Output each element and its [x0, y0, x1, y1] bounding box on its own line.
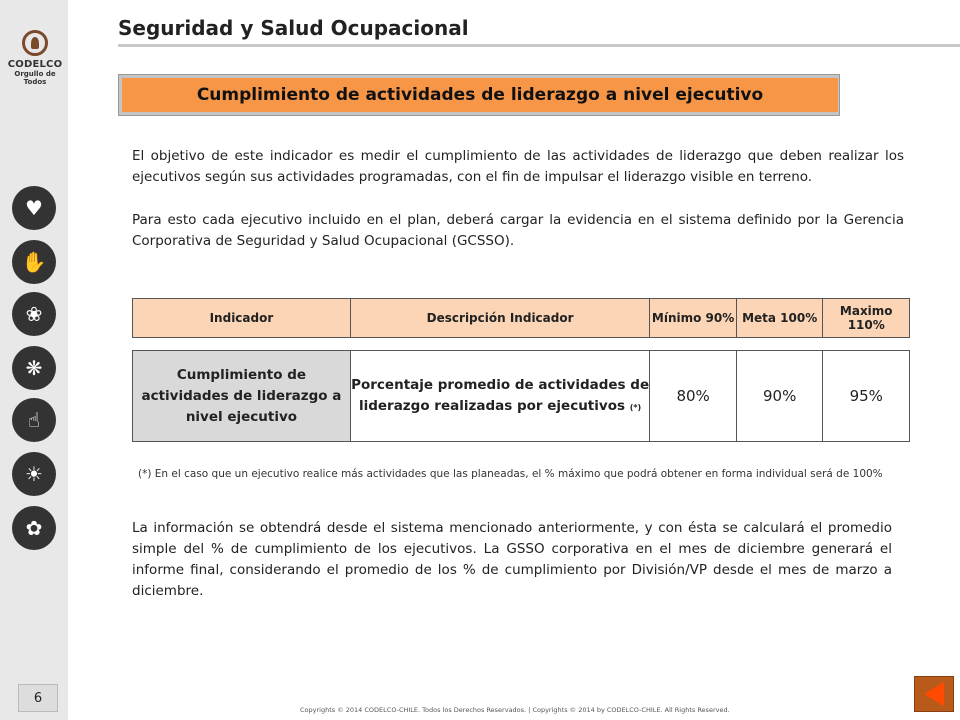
- award-icon[interactable]: ❀: [12, 292, 56, 336]
- sidebar: [0, 0, 68, 720]
- footnote: (*) En el caso que un ejecutivo realice más actividades que las planeadas, el % máximo que podrá obtener en forma individual será de 100%: [138, 468, 883, 480]
- paragraph-objective: El objetivo de este indicador es medir el cumplimiento de las actividades de liderazgo que deben realizar los ejecutivos según sus actividades programadas, con el fin de impulsar el liderazgo visible en terreno.: [132, 148, 904, 185]
- lightbulb-icon[interactable]: ☀: [12, 452, 56, 496]
- cell-descripcion: [351, 351, 650, 441]
- previous-slide-button[interactable]: [914, 676, 954, 712]
- cell-indicador: Cumplimiento de actividades de liderazgo a nivel ejecutivo: [133, 351, 351, 441]
- page-number: 6: [18, 684, 58, 712]
- cell-descripcion-text: Porcentaje promedio de actividades de liderazgo realizadas por ejecutivos: [351, 376, 650, 414]
- cell-maximo: 95%: [849, 387, 883, 405]
- arrow-left-icon: [924, 682, 944, 706]
- paragraph-method: La información se obtendrá desde el sistema mencionado anteriormente, y con ésta se calculará el promedio simple del % de cumplimiento de los ejecutivos. La GSSO corporativa en el mes de diciembre generará el informe final, considerando el promedio de los % de cumplimiento por División/VP desde el mes de marzo a diciembre.: [132, 520, 892, 599]
- header-minimo: Mínimo 90%: [650, 299, 737, 337]
- title-divider: [118, 44, 960, 47]
- helping-hands-icon[interactable]: ❋: [12, 346, 56, 390]
- section-banner: Cumplimiento de actividades de liderazgo a nivel ejecutivo: [122, 78, 838, 112]
- cell-minimo: 80%: [650, 351, 737, 441]
- codelco-logo-icon: [22, 30, 48, 56]
- ok-hand-icon[interactable]: ☝: [12, 398, 56, 442]
- handshake-icon[interactable]: ✋: [12, 240, 56, 284]
- indicator-table-row: [132, 350, 910, 442]
- header-descripcion: Descripción Indicador: [351, 299, 650, 337]
- logo-name: CODELCO: [7, 59, 63, 70]
- cell-meta: 90%: [737, 351, 824, 441]
- heart-hand-icon[interactable]: ♥: [12, 186, 56, 230]
- header-indicador: Indicador: [133, 299, 351, 337]
- codelco-logo[interactable]: [6, 30, 64, 86]
- leaf-hand-icon[interactable]: ✿: [12, 506, 56, 550]
- indicator-table-header: [132, 298, 910, 338]
- copyright-footer: Copyrights © 2014 CODELCO-CHILE. Todos los Derechos Reservados. | Copyrights © 2014 by CODELCO-CHILE. All Rights Reserved.: [300, 706, 730, 714]
- logo-tagline: Orgullo de Todos: [14, 70, 56, 86]
- header-meta: Meta 100%: [737, 299, 824, 337]
- page-title: Seguridad y Salud Ocupacional: [118, 16, 469, 40]
- footnote-mark: (*): [629, 402, 642, 412]
- header-maximo: Maximo 110%: [839, 304, 893, 332]
- paragraph-evidence: Para esto cada ejecutivo incluido en el plan, deberá cargar la evidencia en el sistema definido por la Gerencia Corporativa de Seguridad y Salud Ocupacional (GCSSO).: [132, 212, 904, 249]
